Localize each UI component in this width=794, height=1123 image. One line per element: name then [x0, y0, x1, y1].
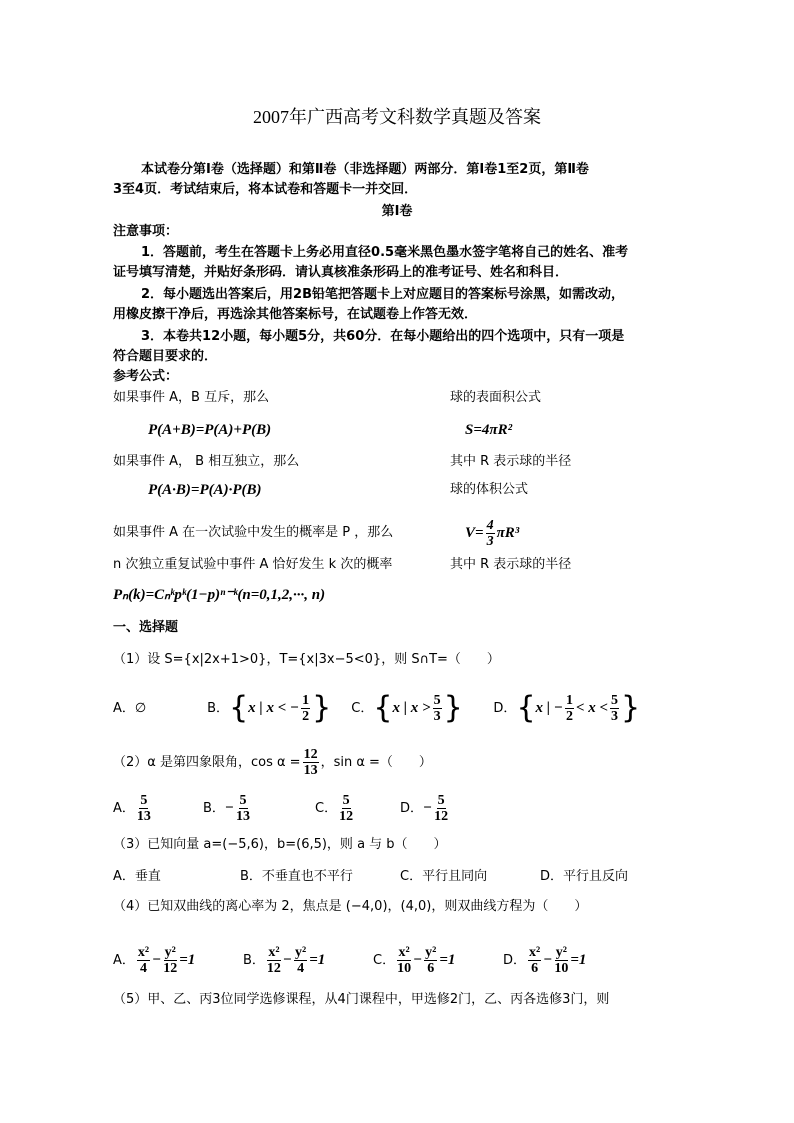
- option-c: C．平行且同向: [400, 869, 488, 884]
- formula-text: 球的表面积公式: [450, 390, 542, 405]
- numerator: 5: [611, 693, 619, 708]
- option: [203, 790, 315, 827]
- denominator: 13: [236, 809, 251, 824]
- fraction: [339, 793, 353, 824]
- numerator: 5: [342, 793, 350, 808]
- option: C． $\frac{\text{x²}}{10}$ − $\frac{\text{y²}}{6}$ =1: [373, 945, 456, 976]
- fraction: [397, 945, 411, 976]
- question-3: （3）已知向量 a=(−5,6)，b=(6,5)，则 a 与 b（ ）: [113, 837, 447, 852]
- question-1: （1）设 S={x|2x+1>0}，T={x|3x−5<0}，则 S∩T=（ ）: [113, 652, 500, 667]
- option-label: A．: [113, 801, 135, 816]
- equals: =1: [570, 952, 587, 968]
- fraction: [554, 945, 568, 976]
- option: [400, 790, 490, 827]
- option-b: B．{x | x < − $\frac{1}{2}$ }: [207, 690, 332, 726]
- fraction: [424, 945, 437, 976]
- notice-line: 2．每小题选出答案后，用2B铅笔把答题卡上对应题目的答案标号涂黑，如需改动，: [141, 287, 625, 302]
- numerator: 4: [486, 518, 494, 534]
- option-label: C．: [351, 701, 374, 716]
- formula: Pₙ(k)=Cₙᵏpᵏ(1−p)ⁿ⁻ᵏ(n=0,1,2,···, n): [113, 587, 326, 603]
- fraction: [610, 693, 619, 724]
- denominator: 13: [136, 809, 151, 824]
- option-label: C．: [373, 953, 396, 968]
- formula-text: 其中 R 表示球的半径: [450, 454, 572, 469]
- fraction: [528, 945, 541, 976]
- question-text: （2）α 是第四象限角，cos α =: [113, 755, 301, 770]
- denominator: 3: [433, 709, 441, 724]
- sign: −: [423, 800, 433, 816]
- option-label: D．: [503, 953, 527, 968]
- numerator: x²: [398, 945, 410, 960]
- denominator: 12: [434, 809, 449, 824]
- fraction: [303, 747, 319, 778]
- formula-heading: 参考公式：: [113, 369, 179, 384]
- question-5: （5）甲、乙、丙3位同学选修课程，从4门课程中，甲选修2门，乙、丙各选修3门，则: [113, 992, 610, 1007]
- formula-text: 如果事件 A，B 互斥，那么: [113, 390, 270, 405]
- formula-text: n 次独立重复试验中事件 A 恰好发生 k 次的概率: [113, 557, 393, 572]
- part-heading: 一、选择题: [113, 620, 179, 635]
- formula-text: 其中 R 表示球的半径: [450, 557, 572, 572]
- intro-line: 本试卷分第Ⅰ卷（选择题）和第Ⅱ卷（非选择题）两部分．第Ⅰ卷1至2页，第Ⅱ卷: [141, 162, 589, 177]
- formula: P(A·B)=P(A)·P(B): [148, 482, 262, 498]
- notice-line: 证号填写清楚，并贴好条形码．请认真核准条形码上的准考证号、姓名和科目．: [113, 265, 569, 280]
- formula-text: 球的体积公式: [450, 482, 529, 497]
- option-label: B．: [203, 801, 225, 816]
- page-title: 2007年广西高考文科数学真题及答案: [253, 107, 541, 127]
- denominator: 4: [297, 961, 305, 976]
- option-label: B．: [207, 701, 230, 716]
- option-label: B．: [243, 953, 265, 968]
- denominator: 10: [554, 961, 569, 976]
- question-2-options: [113, 790, 490, 827]
- equals: =1: [439, 952, 456, 968]
- option-b: B．不垂直也不平行: [240, 869, 353, 884]
- numerator: 5: [140, 793, 148, 808]
- numerator: x²: [137, 945, 150, 960]
- numerator: 12: [303, 747, 318, 762]
- numerator: 1: [302, 693, 310, 708]
- denominator: 4: [140, 961, 147, 976]
- option-a: A．垂直: [113, 869, 161, 884]
- denominator: 3: [486, 534, 494, 550]
- set-expr: < x <: [575, 700, 609, 716]
- fraction: [434, 793, 448, 824]
- formula-text: 如果事件 A 在一次试验中发生的概率是 P ，那么: [113, 525, 394, 540]
- question-text: ，sin α =（ ）: [320, 755, 432, 770]
- fraction: [301, 693, 310, 724]
- equals: =1: [179, 952, 196, 968]
- denominator: 6: [531, 961, 539, 976]
- numerator: 5: [433, 693, 441, 708]
- denominator: 12: [339, 809, 354, 824]
- numerator: y²: [164, 945, 176, 960]
- denominator: 2: [302, 709, 310, 724]
- question-3-options: [113, 868, 628, 886]
- intro-line: 3至4页．考试结束后，将本试卷和答题卡一并交回．: [113, 182, 418, 197]
- fraction: [137, 793, 151, 824]
- option-d: D．平行且反向: [540, 869, 629, 884]
- formula: S=4πR²: [465, 422, 513, 438]
- formula-text: 如果事件 A， B 相互独立，那么: [113, 454, 300, 469]
- fraction: [294, 945, 307, 976]
- fraction: [433, 693, 442, 724]
- option-c: C．{x | x > $\frac{5}{3}$ }: [351, 690, 463, 726]
- option: D． $\frac{\text{x²}}{6}$ − $\frac{\text{y²}}{10}$ =1: [503, 945, 587, 976]
- denominator: 12: [266, 961, 281, 976]
- formula: P(A+B)=P(A)+P(B): [148, 422, 272, 438]
- sign: −: [224, 800, 235, 816]
- question-2: [113, 745, 432, 781]
- question-4-options: [113, 942, 603, 979]
- option-label: A．: [113, 953, 135, 968]
- numerator: y²: [555, 945, 567, 960]
- denominator: 6: [427, 961, 435, 976]
- option: B． $\frac{\text{x²}}{12}$ − $\frac{\text{y²}}{4}$ =1: [243, 945, 326, 976]
- option: A． $\frac{\text{x²}}{4}$ − $\frac{\text{y²}}{12}$ =1: [113, 945, 196, 976]
- fraction: [486, 518, 495, 549]
- fraction: [137, 945, 150, 976]
- denominator: 2: [565, 709, 573, 724]
- set-expr: x | x >: [392, 700, 431, 716]
- notice-line: 1．答题前，考生在答题卡上务必用直径0.5毫米黑色墨水签字笔将自己的姓名、准考: [141, 245, 629, 260]
- formula-part: V=: [465, 525, 484, 541]
- numerator: x²: [529, 945, 541, 960]
- denominator: 12: [163, 961, 178, 976]
- denominator: 3: [611, 709, 619, 724]
- notice-line: 3．本卷共12小题，每小题5分，共60分．在每小题给出的四个选项中，只有一项是: [141, 329, 625, 344]
- notice-line: 符合题目要求的．: [113, 349, 218, 364]
- question-1-options: [113, 690, 640, 727]
- notice-heading: 注意事项：: [113, 224, 179, 239]
- formula: [465, 514, 519, 552]
- numerator: y²: [295, 945, 307, 960]
- denominator: 10: [397, 961, 412, 976]
- set-expr: x | x < −: [248, 700, 300, 716]
- section-heading: 第Ⅰ卷: [381, 204, 413, 219]
- option-d: D．{x | − $\frac{1}{2}$ < x < $\frac{5}{3}$ }: [493, 690, 641, 726]
- numerator: 1: [565, 693, 573, 708]
- numerator: x²: [268, 945, 280, 960]
- option-a: A．∅: [113, 701, 147, 716]
- fraction: [163, 945, 177, 976]
- option: [113, 790, 203, 827]
- denominator: 13: [303, 763, 318, 778]
- numerator: 5: [437, 793, 445, 808]
- option-label: D．: [400, 801, 424, 816]
- option: [315, 790, 400, 827]
- fraction: [236, 793, 250, 824]
- set-expr: x | −: [535, 700, 563, 716]
- numerator: 5: [239, 793, 247, 808]
- fraction: [267, 945, 281, 976]
- numerator: y²: [425, 945, 437, 960]
- option-label: C．: [315, 801, 338, 816]
- option-label: D．: [493, 701, 517, 716]
- equals: =1: [309, 952, 326, 968]
- formula-part: πR³: [496, 525, 520, 541]
- question-4: （4）已知双曲线的离心率为 2，焦点是 (−4,0)，(4,0)，则双曲线方程为（ ）: [113, 899, 588, 914]
- notice-line: 用橡皮擦干净后，再选涂其他答案标号，在试题卷上作答无效．: [113, 307, 478, 322]
- fraction: [565, 693, 574, 724]
